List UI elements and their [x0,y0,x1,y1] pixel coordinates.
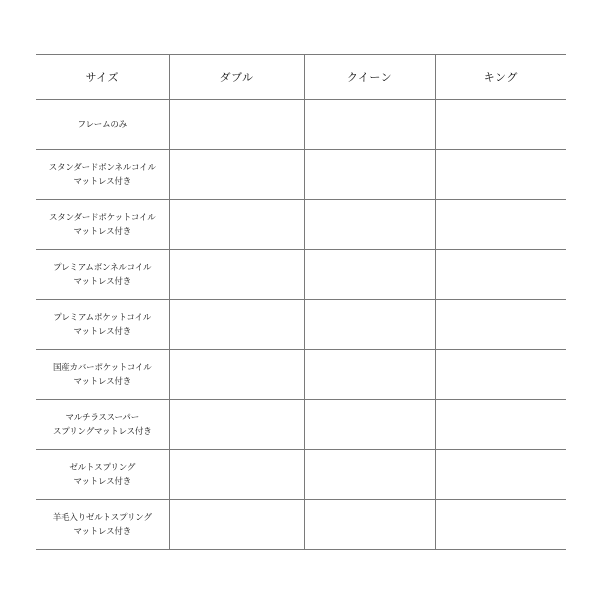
cell-queen [304,500,435,550]
header-king: キング [435,55,566,100]
table-row [36,500,566,550]
row-label-frame-only: フレームのみ [36,100,169,150]
cell-double [169,100,304,150]
cell-queen [304,250,435,300]
cell-king [435,400,566,450]
cell-queen [304,450,435,500]
table-row [36,100,566,150]
row-label-standard-pocket: スタンダードポケットコイル マットレス付き [36,200,169,250]
cell-queen [304,100,435,150]
cell-double [169,300,304,350]
table-header [36,55,566,100]
table-body [36,100,566,550]
row-label-premium-pocket: プレミアムポケットコイル マットレス付き [36,300,169,350]
cell-queen [304,200,435,250]
cell-double [169,250,304,300]
table-row [36,450,566,500]
row-label-multi-lath-super-spring: マルチラススーパー スプリングマットレス付き [36,400,169,450]
table-row [36,200,566,250]
cell-double [169,450,304,500]
table-row [36,250,566,300]
cell-double [169,350,304,400]
cell-king [435,500,566,550]
cell-king [435,150,566,200]
cell-king [435,350,566,400]
cell-double [169,200,304,250]
cell-queen [304,300,435,350]
cell-queen [304,350,435,400]
table-row [36,300,566,350]
header-size: サイズ [36,55,169,100]
cell-queen [304,150,435,200]
cell-king [435,100,566,150]
header-double: ダブル [169,55,304,100]
row-label-wool-zelt-spring: 羊毛入りゼルトスプリング マットレス付き [36,500,169,550]
cell-queen [304,400,435,450]
cell-king [435,450,566,500]
row-label-zelt-spring: ゼルトスプリング マットレス付き [36,450,169,500]
header-queen: クイーン [304,55,435,100]
cell-king [435,300,566,350]
cell-double [169,150,304,200]
cell-double [169,500,304,550]
cell-king [435,250,566,300]
table-row [36,350,566,400]
row-label-standard-bonnell: スタンダードボンネルコイル マットレス付き [36,150,169,200]
header-row [36,55,566,100]
row-label-domestic-cover-pocket: 国産カバーポケットコイル マットレス付き [36,350,169,400]
cell-king [435,200,566,250]
cell-double [169,400,304,450]
table-row [36,400,566,450]
row-label-premium-bonnell: プレミアムボンネルコイル マットレス付き [36,250,169,300]
table-row [36,150,566,200]
size-price-table [36,54,566,550]
